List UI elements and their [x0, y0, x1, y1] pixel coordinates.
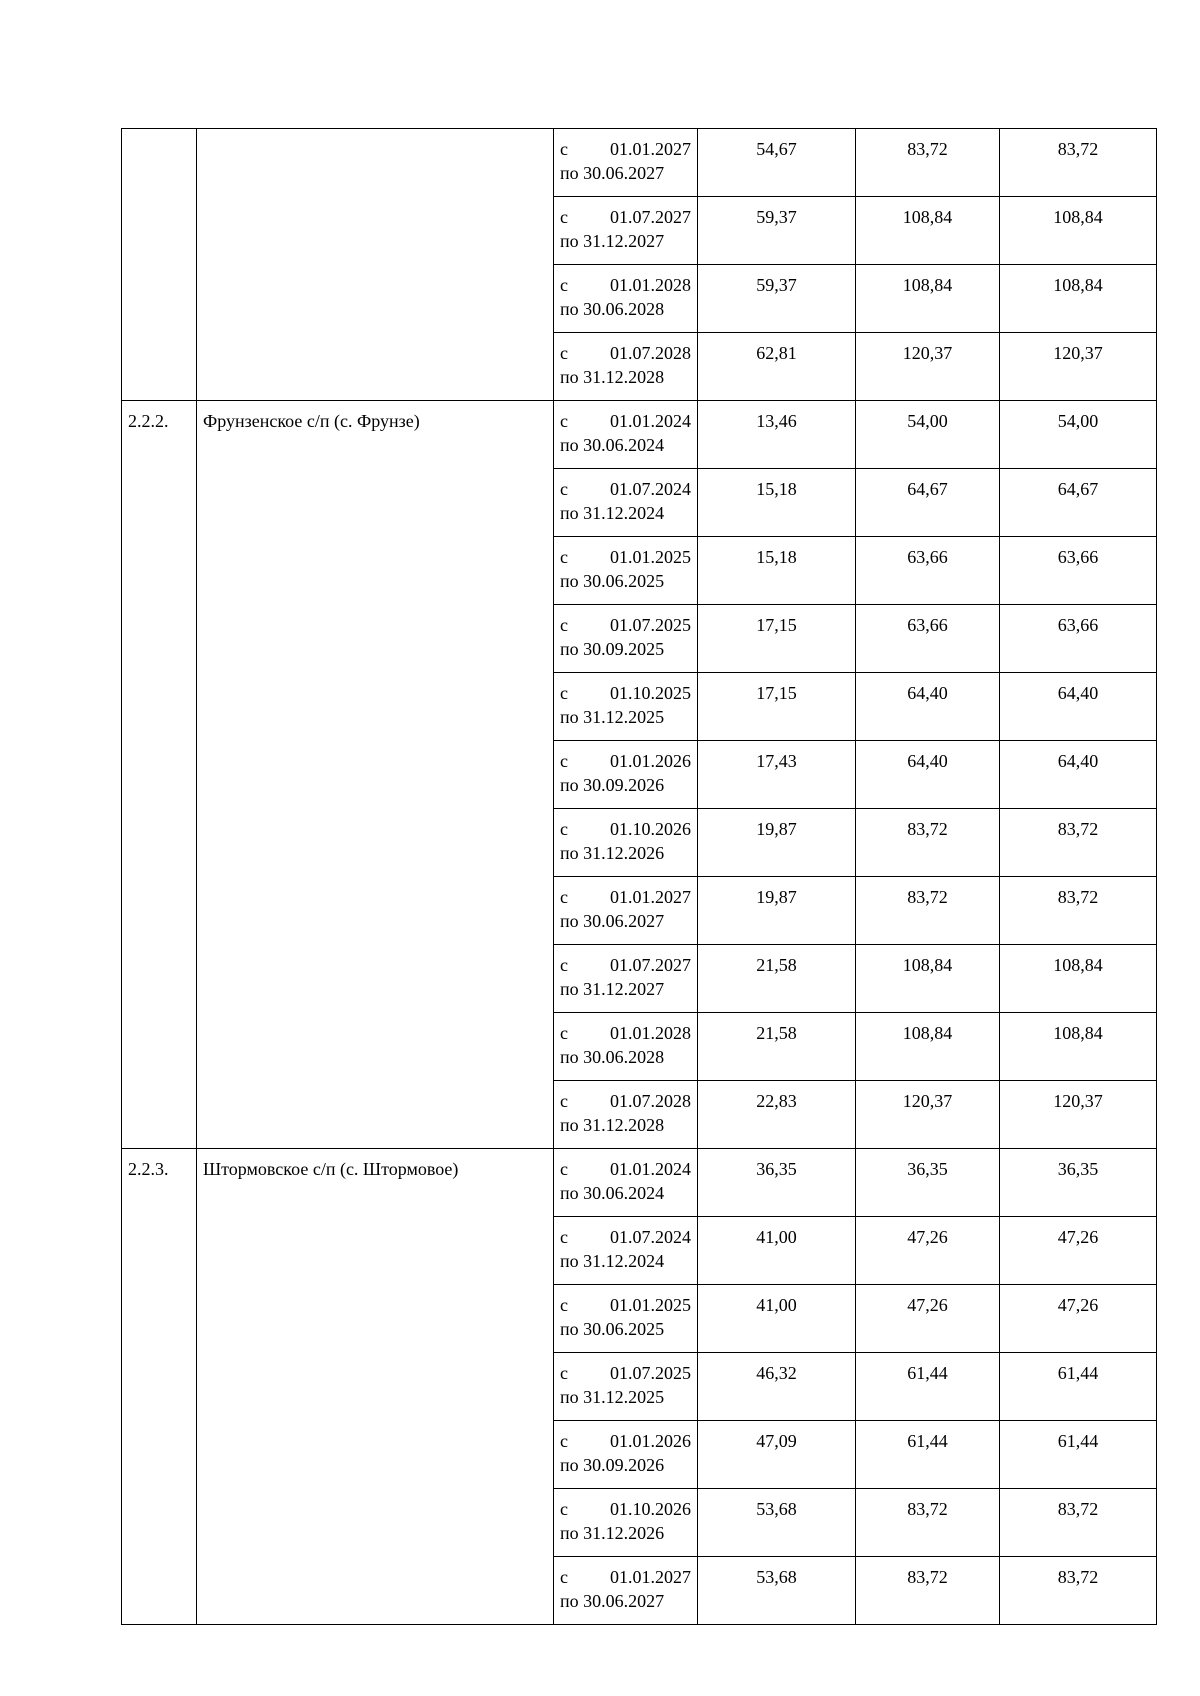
period-from-date: 01.01.2028	[610, 1023, 691, 1043]
tariff-value-v3: 108,84	[1000, 1013, 1157, 1081]
tariff-value-v2: 83,72	[856, 1557, 1000, 1625]
period-from	[560, 273, 691, 297]
period-to-date: 31.12.2026	[583, 1523, 665, 1543]
period-from-date: 01.10.2026	[610, 1499, 691, 1519]
period-cell	[554, 945, 698, 1013]
period-to-prefix: по	[560, 1455, 579, 1475]
period-to	[560, 841, 691, 865]
tariff-value-v1: 15,18	[698, 537, 856, 605]
tariff-value-v3: 64,40	[1000, 741, 1157, 809]
tariff-value-v3: 61,44	[1000, 1353, 1157, 1421]
period-from	[560, 137, 691, 161]
period-to-prefix: по	[560, 571, 579, 591]
period-from-prefix: с	[560, 1567, 568, 1587]
period-to	[560, 569, 691, 593]
period-cell	[554, 741, 698, 809]
tariff-value-v1: 15,18	[698, 469, 856, 537]
period-to-prefix: по	[560, 1387, 579, 1407]
period-from-date: 01.01.2026	[610, 751, 691, 771]
period-to-prefix: по	[560, 1115, 579, 1135]
period-from-prefix: с	[560, 1431, 568, 1451]
period-to-date: 31.12.2024	[583, 503, 665, 523]
table-row	[122, 1149, 1157, 1217]
tariff-value-v2: 64,40	[856, 741, 1000, 809]
tariff-value-v1: 17,15	[698, 673, 856, 741]
tariff-value-v3: 108,84	[1000, 197, 1157, 265]
period-from-date: 01.10.2025	[610, 683, 691, 703]
period-to	[560, 433, 691, 457]
period-to-prefix: по	[560, 367, 579, 387]
period-to-date: 30.06.2028	[583, 299, 665, 319]
period-to-prefix: по	[560, 1523, 579, 1543]
period-to	[560, 773, 691, 797]
period-cell	[554, 333, 698, 401]
tariff-value-v1: 19,87	[698, 809, 856, 877]
period-from-date: 01.01.2024	[610, 1159, 691, 1179]
period-to-prefix: по	[560, 1047, 579, 1067]
period-to	[560, 501, 691, 525]
period-cell	[554, 265, 698, 333]
period-from-date: 01.01.2027	[610, 1567, 691, 1587]
tariff-value-v1: 17,43	[698, 741, 856, 809]
tariff-value-v3: 63,66	[1000, 537, 1157, 605]
tariff-value-v3: 54,00	[1000, 401, 1157, 469]
period-to	[560, 365, 691, 389]
tariff-value-v2: 61,44	[856, 1421, 1000, 1489]
tariff-value-v1: 21,58	[698, 945, 856, 1013]
period-from-date: 01.07.2028	[610, 343, 691, 363]
period-to-prefix: по	[560, 1183, 579, 1203]
tariff-value-v3: 63,66	[1000, 605, 1157, 673]
period-cell	[554, 469, 698, 537]
period-to	[560, 1045, 691, 1069]
period-to-prefix: по	[560, 1251, 579, 1271]
period-to	[560, 1181, 691, 1205]
tariff-value-v2: 108,84	[856, 945, 1000, 1013]
period-from-date: 01.07.2027	[610, 207, 691, 227]
period-cell	[554, 129, 698, 197]
period-from	[560, 545, 691, 569]
period-from-date: 01.07.2025	[610, 1363, 691, 1383]
period-cell	[554, 1353, 698, 1421]
period-from	[560, 1429, 691, 1453]
period-to	[560, 909, 691, 933]
period-from	[560, 1021, 691, 1045]
period-cell	[554, 197, 698, 265]
period-to-prefix: по	[560, 911, 579, 931]
period-from	[560, 205, 691, 229]
period-to	[560, 1521, 691, 1545]
tariff-value-v2: 83,72	[856, 877, 1000, 945]
period-from-date: 01.01.2027	[610, 139, 691, 159]
period-cell	[554, 1557, 698, 1625]
period-to	[560, 161, 691, 185]
tariff-value-v2: 83,72	[856, 129, 1000, 197]
period-cell	[554, 1217, 698, 1285]
tariff-value-v3: 83,72	[1000, 809, 1157, 877]
tariff-value-v1: 41,00	[698, 1217, 856, 1285]
period-from-prefix: с	[560, 1091, 568, 1111]
period-from-date: 01.01.2025	[610, 547, 691, 567]
tariff-value-v3: 120,37	[1000, 1081, 1157, 1149]
period-from-prefix: с	[560, 615, 568, 635]
period-to-prefix: по	[560, 231, 579, 251]
tariff-value-v1: 17,15	[698, 605, 856, 673]
period-from	[560, 817, 691, 841]
period-from-prefix: с	[560, 1023, 568, 1043]
tariff-value-v1: 53,68	[698, 1489, 856, 1557]
period-to-date: 30.06.2027	[583, 163, 665, 183]
period-to-date: 31.12.2028	[583, 1115, 665, 1135]
period-to	[560, 977, 691, 1001]
period-from-prefix: с	[560, 751, 568, 771]
tariff-value-v3: 61,44	[1000, 1421, 1157, 1489]
period-from-prefix: с	[560, 275, 568, 295]
period-from-date: 01.07.2028	[610, 1091, 691, 1111]
tariff-value-v2: 83,72	[856, 809, 1000, 877]
tariff-value-v1: 36,35	[698, 1149, 856, 1217]
tariff-value-v2: 64,67	[856, 469, 1000, 537]
settlement-name-cell: Фрунзенское с/п (с. Фрунзе)	[197, 401, 554, 1149]
period-cell	[554, 673, 698, 741]
tariff-value-v2: 47,26	[856, 1285, 1000, 1353]
period-from-prefix: с	[560, 207, 568, 227]
period-from-prefix: с	[560, 1295, 568, 1315]
period-from	[560, 613, 691, 637]
period-from	[560, 681, 691, 705]
period-to	[560, 297, 691, 321]
period-to-date: 30.06.2027	[583, 911, 665, 931]
tariff-value-v1: 21,58	[698, 1013, 856, 1081]
tariff-value-v2: 83,72	[856, 1489, 1000, 1557]
tariff-value-v1: 59,37	[698, 265, 856, 333]
tariff-value-v3: 64,40	[1000, 673, 1157, 741]
period-from-date: 01.01.2028	[610, 275, 691, 295]
period-cell	[554, 1149, 698, 1217]
period-to	[560, 1589, 691, 1613]
period-from	[560, 1089, 691, 1113]
period-from	[560, 1157, 691, 1181]
period-cell	[554, 877, 698, 945]
period-to-prefix: по	[560, 1591, 579, 1611]
period-to-prefix: по	[560, 775, 579, 795]
tariff-value-v3: 108,84	[1000, 945, 1157, 1013]
period-to-date: 31.12.2025	[583, 1387, 665, 1407]
tariff-value-v3: 47,26	[1000, 1217, 1157, 1285]
tariff-value-v2: 61,44	[856, 1353, 1000, 1421]
period-from	[560, 1293, 691, 1317]
tariff-value-v3: 64,67	[1000, 469, 1157, 537]
period-from-date: 01.07.2027	[610, 955, 691, 975]
period-from-prefix: с	[560, 819, 568, 839]
tariff-value-v3: 83,72	[1000, 877, 1157, 945]
period-from-prefix: с	[560, 955, 568, 975]
period-from-date: 01.01.2025	[610, 1295, 691, 1315]
period-to-prefix: по	[560, 707, 579, 727]
period-from-date: 01.01.2024	[610, 411, 691, 431]
period-from-date: 01.01.2026	[610, 1431, 691, 1451]
period-from	[560, 1361, 691, 1385]
table-row	[122, 129, 1157, 197]
period-to	[560, 1317, 691, 1341]
period-to-date: 31.12.2024	[583, 1251, 665, 1271]
settlement-name-cell	[197, 129, 554, 401]
period-cell	[554, 401, 698, 469]
period-from-prefix: с	[560, 1227, 568, 1247]
period-to-date: 30.06.2025	[583, 571, 665, 591]
tariff-value-v1: 59,37	[698, 197, 856, 265]
period-to-date: 30.06.2028	[583, 1047, 665, 1067]
period-from-prefix: с	[560, 1159, 568, 1179]
period-to	[560, 229, 691, 253]
period-to-prefix: по	[560, 1319, 579, 1339]
period-from-prefix: с	[560, 683, 568, 703]
tariff-value-v3: 83,72	[1000, 1557, 1157, 1625]
period-from-date: 01.01.2027	[610, 887, 691, 907]
tariff-value-v1: 41,00	[698, 1285, 856, 1353]
period-from-prefix: с	[560, 1363, 568, 1383]
tariff-value-v2: 108,84	[856, 265, 1000, 333]
period-to	[560, 1453, 691, 1477]
period-to-prefix: по	[560, 299, 579, 319]
period-to-prefix: по	[560, 979, 579, 999]
period-to-date: 31.12.2028	[583, 367, 665, 387]
period-from-date: 01.07.2025	[610, 615, 691, 635]
period-cell	[554, 1285, 698, 1353]
tariff-value-v1: 54,67	[698, 129, 856, 197]
item-number-cell: 2.2.3.	[122, 1149, 197, 1625]
period-cell	[554, 809, 698, 877]
tariff-value-v2: 47,26	[856, 1217, 1000, 1285]
tariff-value-v1: 19,87	[698, 877, 856, 945]
period-from	[560, 477, 691, 501]
period-to-date: 30.06.2025	[583, 1319, 665, 1339]
period-to-date: 31.12.2025	[583, 707, 665, 727]
tariff-value-v2: 120,37	[856, 1081, 1000, 1149]
period-from	[560, 1497, 691, 1521]
period-to	[560, 1385, 691, 1409]
period-from-prefix: с	[560, 547, 568, 567]
tariff-value-v2: 63,66	[856, 605, 1000, 673]
period-from	[560, 1225, 691, 1249]
tariff-value-v2: 54,00	[856, 401, 1000, 469]
period-cell	[554, 1081, 698, 1149]
tariff-value-v2: 120,37	[856, 333, 1000, 401]
tariff-value-v3: 83,72	[1000, 129, 1157, 197]
period-to-date: 30.09.2026	[583, 1455, 665, 1475]
period-from	[560, 341, 691, 365]
period-to-date: 31.12.2027	[583, 979, 665, 999]
tariff-value-v2: 63,66	[856, 537, 1000, 605]
tariff-table	[121, 128, 1157, 1625]
tariff-value-v3: 120,37	[1000, 333, 1157, 401]
period-to-date: 30.06.2024	[583, 435, 665, 455]
period-to-date: 30.06.2027	[583, 1591, 665, 1611]
tariff-value-v3: 83,72	[1000, 1489, 1157, 1557]
period-from	[560, 1565, 691, 1589]
period-to-date: 31.12.2026	[583, 843, 665, 863]
period-from	[560, 749, 691, 773]
period-cell	[554, 1489, 698, 1557]
period-to	[560, 705, 691, 729]
period-to-prefix: по	[560, 639, 579, 659]
period-from	[560, 409, 691, 433]
period-from-prefix: с	[560, 887, 568, 907]
period-from	[560, 885, 691, 909]
table-row	[122, 401, 1157, 469]
period-from-date: 01.10.2026	[610, 819, 691, 839]
period-cell	[554, 1013, 698, 1081]
tariff-value-v2: 108,84	[856, 197, 1000, 265]
tariff-value-v1: 46,32	[698, 1353, 856, 1421]
item-number-cell	[122, 129, 197, 401]
tariff-value-v3: 47,26	[1000, 1285, 1157, 1353]
period-to	[560, 637, 691, 661]
period-from-prefix: с	[560, 1499, 568, 1519]
period-cell	[554, 605, 698, 673]
period-to-date: 31.12.2027	[583, 231, 665, 251]
item-number-cell: 2.2.2.	[122, 401, 197, 1149]
tariff-value-v2: 108,84	[856, 1013, 1000, 1081]
period-to-date: 30.09.2025	[583, 639, 665, 659]
period-to-prefix: по	[560, 503, 579, 523]
tariff-value-v2: 64,40	[856, 673, 1000, 741]
tariff-value-v1: 22,83	[698, 1081, 856, 1149]
period-to	[560, 1113, 691, 1137]
period-from-prefix: с	[560, 411, 568, 431]
period-from-prefix: с	[560, 479, 568, 499]
period-from	[560, 953, 691, 977]
period-from-date: 01.07.2024	[610, 1227, 691, 1247]
tariff-value-v1: 62,81	[698, 333, 856, 401]
period-to-prefix: по	[560, 435, 579, 455]
period-to-date: 30.06.2024	[583, 1183, 665, 1203]
period-to-prefix: по	[560, 163, 579, 183]
tariff-value-v3: 36,35	[1000, 1149, 1157, 1217]
tariff-value-v1: 13,46	[698, 401, 856, 469]
period-from-prefix: с	[560, 139, 568, 159]
period-to-prefix: по	[560, 843, 579, 863]
period-to	[560, 1249, 691, 1273]
period-cell	[554, 537, 698, 605]
tariff-table-body	[122, 129, 1157, 1625]
settlement-name-cell: Штормовское с/п (с. Штормовое)	[197, 1149, 554, 1625]
period-to-date: 30.09.2026	[583, 775, 665, 795]
tariff-value-v1: 53,68	[698, 1557, 856, 1625]
period-from-date: 01.07.2024	[610, 479, 691, 499]
period-from-prefix: с	[560, 343, 568, 363]
tariff-value-v2: 36,35	[856, 1149, 1000, 1217]
tariff-value-v3: 108,84	[1000, 265, 1157, 333]
tariff-value-v1: 47,09	[698, 1421, 856, 1489]
period-cell	[554, 1421, 698, 1489]
